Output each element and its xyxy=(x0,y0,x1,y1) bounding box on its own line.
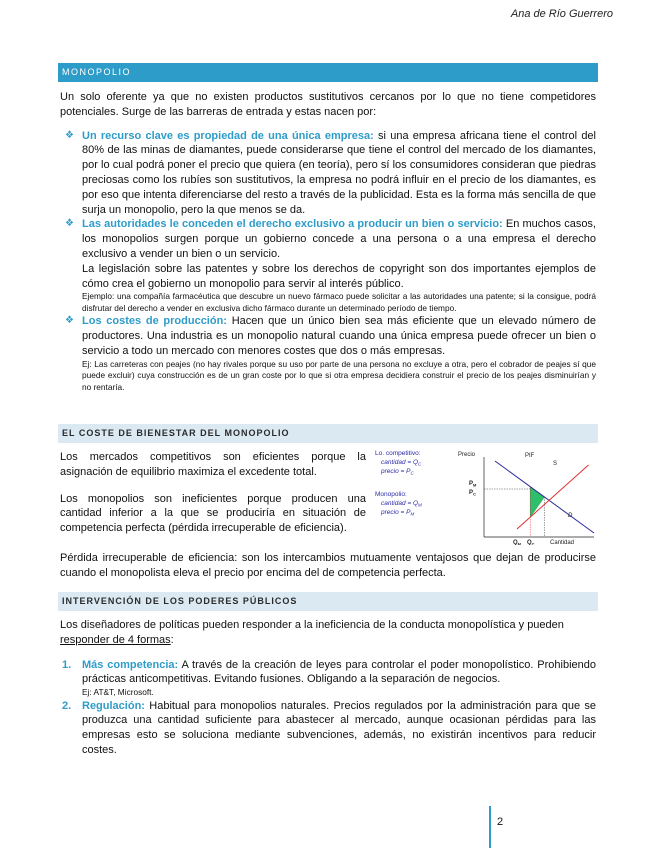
legend-monopoly-title: Monopolio: xyxy=(375,491,407,498)
diamond-bullet-icon: ❖ xyxy=(65,315,74,327)
intro-colon: : xyxy=(170,633,174,646)
item-text: si una empresa africana tiene el control del 80% de las minas de diamantes, puede considerarse que tiene el control del mercado de los diamantes, por lo cual podrá poner el precio que quiera (en teoría), pero sí los consumidores consideran que piedras preciosas como los rubíes son sustitutivos, la empresa no podrá influir en el precio de los diamantes, es por eso que intenta diferenciarse del resto a través de la publicidad. Esta es la forma más sencilla de que surja un monopolio, pero la que menos se da. xyxy=(82,129,596,216)
paragraph-efficiency: Los mercados competitivos son eficientes porque la asignación de equilibrio maximiza el excedente total. xyxy=(60,451,366,478)
svg-text:precio = PC xyxy=(380,468,414,476)
paragraph-inefficiency: Los monopolios son ineficientes porque producen una cantidad inferior a la que se produciría en situación de competencia perfecta (pérdida irrecuperable de eficiencia). xyxy=(60,492,366,535)
item-text-secondary: La legislación sobre las patentes y sobre los derechos de copyright son dos importantes ejemplos de cómo crea el gobierno un monopolio para servir al interés público. xyxy=(82,262,596,290)
svg-text:cantidad = QM xyxy=(381,500,422,508)
legend-monopoly-quantity: cantidad = Q xyxy=(381,500,419,507)
pif-label: PIF xyxy=(525,453,535,459)
y-axis-label: Precio xyxy=(458,452,476,458)
example-note: Ejemplo: una compañía farmacéutica que descubre un nuevo fármaco puede solicitar a las autoridades una patente; si la consigue, podrá disfrutar del derecho a vender en exclusiva dicho fármaco durante un determinado período de tiempo. xyxy=(82,291,596,313)
qm-label-sub: M xyxy=(517,541,522,545)
item-text: Hacen que un único bien sea más eficiente que un elevado número de productores. Una industria es un monopolio natural cuando una única empresa puede ofrecer un bien o servicio a todo un mercado con menores costes que dos o más empresas. xyxy=(82,315,596,357)
item-text: Habitual para monopolios naturales. Precios regulados por la administración para que se produzca una cantidad suficiente para abastecer al mercado, aunque ocasionan pérdidas para las empresas esto se soluciona mediante subvenciones, además, no existirán incentivos para reducir costes. xyxy=(82,699,596,757)
example-note: Ej: Las carreteras con peajes (no hay rivales porque su uso por parte de una persona no excluye a otra, pero el cobrador de peajes sí que puede excluir) cuya construcción es de un gran coste por lo que si otra empresa decidiera construir el precio de los peajes disminuirían y no rentaría. xyxy=(82,358,596,392)
legend-competitive-price: precio = P xyxy=(381,468,411,475)
monopoly-welfare-chart xyxy=(372,449,598,545)
demand-label: D xyxy=(568,513,573,519)
paragraph-deadweight: Pérdida irrecuperable de eficiencia: son los intercambios mutuamente ventajosos que dejan de producirse cuando el monopolista eleva el precio por encima del de competencia perfecta. xyxy=(60,552,596,579)
legend-competitive-quantity-sub: C xyxy=(418,461,422,467)
section-intervencion-body xyxy=(60,618,596,758)
pc-label: P xyxy=(469,490,474,496)
supply-label: S xyxy=(553,461,558,467)
item-number: 1. xyxy=(62,658,72,671)
legend-monopoly-quantity-sub: M xyxy=(418,502,422,508)
legend-monopoly-price-sub: M xyxy=(410,511,415,517)
qc-label: Q xyxy=(527,540,532,545)
diamond-bullet-icon: ❖ xyxy=(65,129,74,141)
pc-label-sub: C xyxy=(473,491,476,497)
section-header-monopolio: MONOPOLIO xyxy=(58,63,598,82)
author-name: Ana de Río Guerrero xyxy=(510,8,613,20)
intro-text: Los diseñadores de políticas pueden responder a la ineficiencia de la conducta monopolística y pueden xyxy=(60,619,564,631)
item-heading: Regulación: xyxy=(82,699,145,712)
item-heading: Las autoridades le conceden el derecho exclusivo a producir un bien o servicio: xyxy=(82,218,503,231)
list-item xyxy=(60,658,596,699)
legend-competitive-price-sub: C xyxy=(410,470,414,476)
legend-monopoly-price: precio = P xyxy=(381,509,411,516)
example-note: Ej: AT&T, Microsoft. xyxy=(82,687,154,698)
svg-text:precio = PM xyxy=(380,509,414,517)
supply-curve xyxy=(517,465,589,529)
list-item xyxy=(60,314,596,393)
list-item xyxy=(60,129,596,218)
svg-text:PM xyxy=(469,481,477,488)
intro-underlined: responder de 4 formas xyxy=(60,633,171,646)
pm-label: P xyxy=(469,481,474,487)
list-item xyxy=(60,217,596,314)
svg-text:PC xyxy=(469,490,476,497)
pm-label-sub: M xyxy=(473,482,477,488)
item-number: 2. xyxy=(62,699,72,712)
item-heading: Los costes de producción: xyxy=(82,315,227,328)
page-number: 2 xyxy=(489,806,519,848)
item-text: En muchos casos, los monopolios surgen porque un gobierno concede a una persona o a una empresa el derecho exclusivo a vender un bien o un servicio. xyxy=(82,218,596,260)
list-item xyxy=(60,699,596,758)
svg-text:QC xyxy=(527,540,535,545)
diamond-bullet-icon: ❖ xyxy=(65,218,74,230)
legend-competitive-quantity: cantidad = Q xyxy=(381,459,419,466)
item-heading: Más competencia: xyxy=(82,658,179,671)
intervention-intro xyxy=(60,618,596,648)
item-text: A través de la creación de leyes para controlar el poder monopolístico. Prohibiendo prácticas anticompetitivas. Evitando fusiones. Obligando a la separación de negocios. xyxy=(82,658,596,686)
qm-label: Q xyxy=(513,540,518,545)
section-monopolio-body xyxy=(60,90,596,393)
item-heading: Un recurso clave es propiedad de una única empresa: xyxy=(82,129,374,142)
svg-text:cantidad = QC xyxy=(381,459,422,467)
section-coste-body xyxy=(60,450,366,536)
intro-paragraph: Un solo oferente ya que no existen productos sustitutivos cercanos por lo que no tiene competidores potenciales. Surge de las barreras de entrada y estas nacen por: xyxy=(60,91,596,118)
section-header-intervencion: INTERVENCIÓN DE LOS PODERES PÚBLICOS xyxy=(58,592,598,611)
x-axis-label: Cantidad xyxy=(550,540,575,545)
svg-text:QM xyxy=(513,540,522,545)
section-header-coste-bienestar: EL COSTE DE BIENESTAR DEL MONOPOLIO xyxy=(58,424,598,443)
legend-competitive-title: Lo. competitivo: xyxy=(375,450,421,457)
qc-label-sub: C xyxy=(531,541,535,545)
